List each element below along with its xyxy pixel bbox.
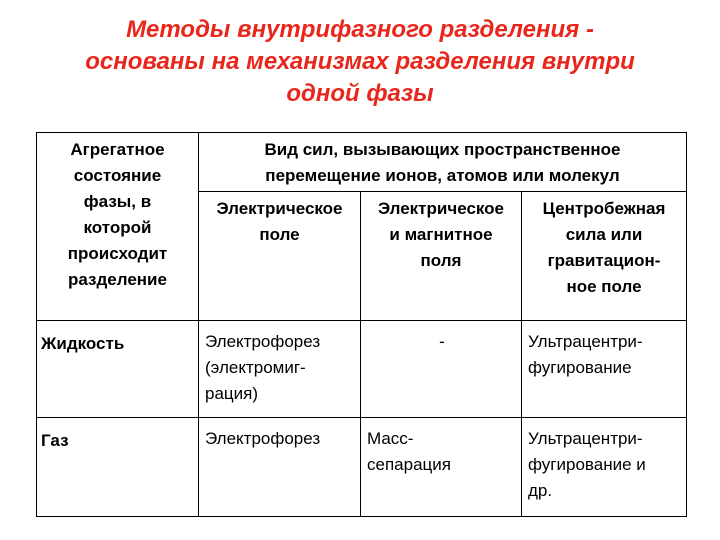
force-header-line: Вид сил, вызывающих пространственное: [264, 140, 621, 159]
cell-gas-centrifugal: [522, 418, 687, 517]
page-title: [0, 14, 720, 110]
title-line-3: одной фазы: [286, 80, 434, 107]
cell-line: рация): [205, 384, 259, 403]
cell-line: Ультрацентри-: [528, 429, 643, 448]
sub-header-line: поля: [420, 251, 462, 271]
table-row-liquid: [37, 321, 687, 418]
methods-table: [36, 132, 687, 517]
title-line-1: Методы внутрифазного разделения -: [126, 16, 594, 43]
cell-liquid-electric: [199, 321, 361, 418]
sub-header-line: ное поле: [566, 277, 642, 297]
cell-line: Ультрацентри-: [528, 332, 643, 351]
phase-header-line: которой: [83, 218, 152, 237]
force-header-line: перемещение ионов, атомов или молекул: [265, 166, 620, 185]
sub-header-centrifugal: [522, 192, 687, 321]
sub-header-electromagnetic: [361, 192, 522, 321]
cell-liquid-centrifugal: [522, 321, 687, 418]
phase-header-line: состояние: [73, 166, 162, 185]
sub-header-line: сила или: [565, 225, 643, 245]
cell-line: (электромиг-: [205, 358, 306, 377]
phase-header-line: фазы, в: [83, 192, 152, 211]
sub-header-line: и магнитное: [389, 225, 493, 245]
phase-header-line: происходит: [67, 244, 168, 263]
cell-gas-electric: [199, 418, 361, 517]
phase-header-line: разделение: [68, 270, 167, 289]
table-row-gas: [37, 418, 687, 517]
row-label-gas: Газ: [37, 418, 199, 517]
cell-line: фугирование: [528, 358, 632, 377]
cell-line: др.: [528, 481, 553, 500]
sub-header-line: Электрическое: [377, 199, 505, 219]
sub-header-line: Центробежная: [542, 199, 666, 219]
cell-liquid-electromagnetic: [361, 321, 522, 418]
cell-gas-electromagnetic: [361, 418, 522, 517]
cell-line: Масс-: [367, 429, 414, 448]
cell-line: фугирование и: [528, 455, 646, 474]
cell-line: -: [439, 332, 445, 351]
sub-header-line: Электрическое: [216, 199, 343, 219]
sub-header-electric: [199, 192, 361, 321]
phase-header-cell: [37, 133, 199, 321]
force-header-cell: [199, 133, 687, 192]
phase-header-line: Агрегатное: [70, 140, 165, 159]
sub-header-line: гравитацион-: [547, 251, 661, 271]
title-line-2: основаны на механизмах разделения внутри: [85, 48, 635, 75]
cell-line: Электрофорез: [205, 332, 321, 351]
row-label-liquid: Жидкость: [37, 321, 199, 418]
sub-header-line: поле: [259, 225, 300, 245]
cell-line: сепарация: [367, 455, 451, 474]
cell-line: Электрофорез: [205, 429, 321, 448]
